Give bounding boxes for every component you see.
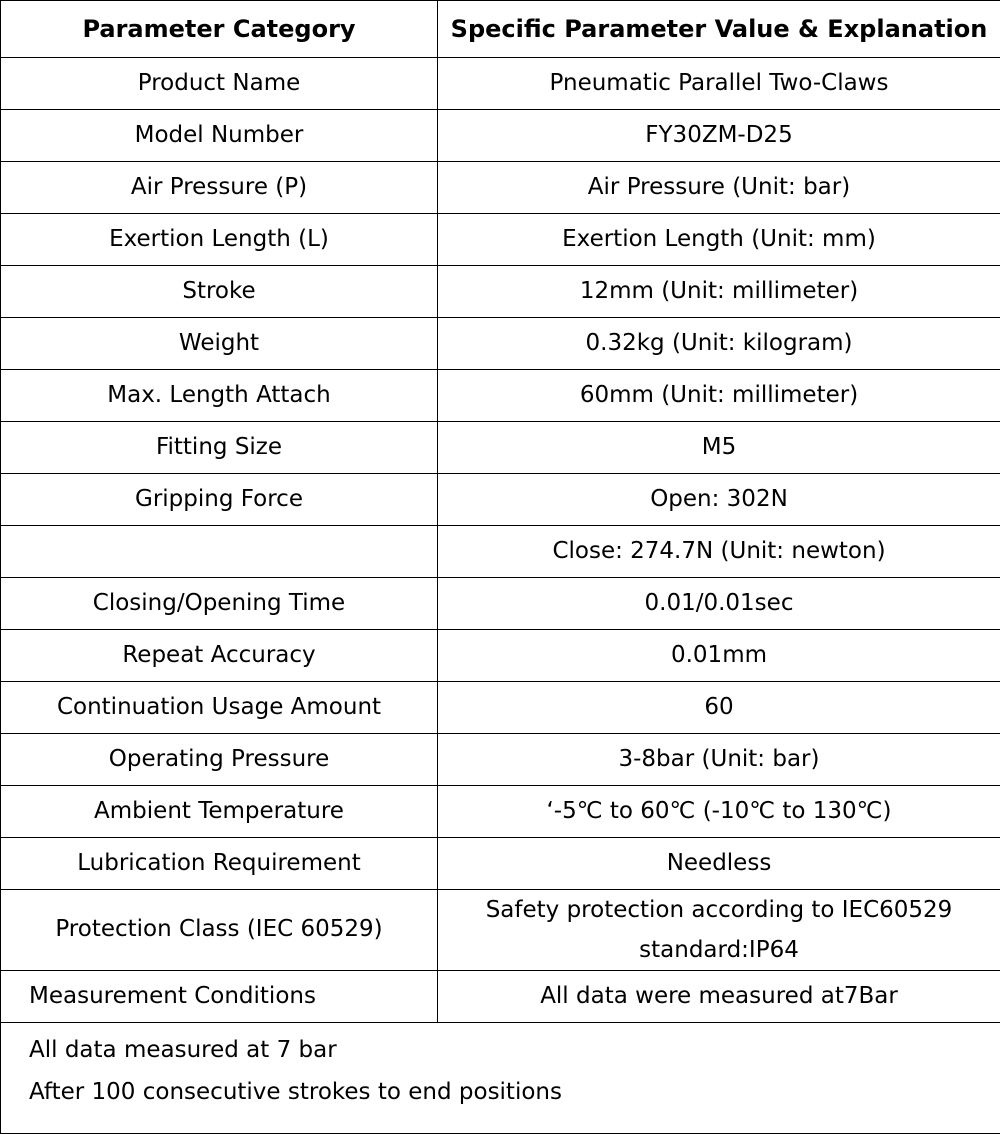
row-closing-opening-time-category: Closing/Opening Time bbox=[1, 578, 438, 630]
table-row bbox=[1, 734, 1000, 786]
row-model-number-value: FY30ZM-D25 bbox=[438, 110, 1000, 162]
row-stroke-value: 12mm (Unit: millimeter) bbox=[438, 266, 1000, 318]
table-row bbox=[1, 58, 1000, 110]
row-exertion-length-category: Exertion Length (L) bbox=[1, 214, 438, 266]
table-row bbox=[1, 214, 1000, 266]
row-protection-class-category: Protection Class (IEC 60529) bbox=[1, 890, 438, 971]
row-operating-pressure-value: 3-8bar (Unit: bar) bbox=[438, 734, 1000, 786]
row-stroke-category: Stroke bbox=[1, 266, 438, 318]
table-row bbox=[1, 682, 1000, 734]
table-row bbox=[1, 630, 1000, 682]
table-row bbox=[1, 578, 1000, 630]
table-header-row bbox=[1, 1, 1000, 58]
row-fitting-size-category: Fitting Size bbox=[1, 422, 438, 474]
row-max-length-attach-value: 60mm (Unit: millimeter) bbox=[438, 370, 1000, 422]
row-gripping-force-close-category bbox=[1, 526, 438, 578]
table-row bbox=[1, 971, 1000, 1023]
table-row bbox=[1, 890, 1000, 971]
table-row bbox=[1, 110, 1000, 162]
row-lubrication-value: Needless bbox=[438, 838, 1000, 890]
row-measurement-conditions-category: Measurement Conditions bbox=[1, 971, 438, 1023]
row-model-number-category: Model Number bbox=[1, 110, 438, 162]
row-product-name-category: Product Name bbox=[1, 58, 438, 110]
table-row bbox=[1, 786, 1000, 838]
row-max-length-attach-category: Max. Length Attach bbox=[1, 370, 438, 422]
row-measurement-conditions-value: All data were measured at7Bar bbox=[438, 971, 1000, 1023]
table-row bbox=[1, 526, 1000, 578]
row-gripping-force-open-value: Open: 302N bbox=[438, 474, 1000, 526]
table-row bbox=[1, 370, 1000, 422]
row-product-name-value: Pneumatic Parallel Two-Claws bbox=[438, 58, 1000, 110]
row-weight-value: 0.32kg (Unit: kilogram) bbox=[438, 318, 1000, 370]
row-ambient-temperature-category: Ambient Temperature bbox=[1, 786, 438, 838]
row-gripping-force-category: Gripping Force bbox=[1, 474, 438, 526]
row-lubrication-category: Lubrication Requirement bbox=[1, 838, 438, 890]
table-row bbox=[1, 318, 1000, 370]
row-closing-opening-time-value: 0.01/0.01sec bbox=[438, 578, 1000, 630]
row-exertion-length-value: Exertion Length (Unit: mm) bbox=[438, 214, 1000, 266]
table-row bbox=[1, 838, 1000, 890]
row-protection-class-value: Safety protection according to IEC60529 standard:IP64 bbox=[438, 890, 1000, 971]
row-repeat-accuracy-category: Repeat Accuracy bbox=[1, 630, 438, 682]
footnote-cell bbox=[1, 1023, 1000, 1134]
footnote-row bbox=[1, 1023, 1000, 1134]
header-parameter-value: Specific Parameter Value & Explanation bbox=[438, 1, 1000, 58]
row-continuation-usage-category: Continuation Usage Amount bbox=[1, 682, 438, 734]
footnote-measured-pressure: All data measured at 7 bar bbox=[29, 1029, 972, 1071]
row-weight-category: Weight bbox=[1, 318, 438, 370]
row-repeat-accuracy-value: 0.01mm bbox=[438, 630, 1000, 682]
header-parameter-category: Parameter Category bbox=[1, 1, 438, 58]
row-continuation-usage-value: 60 bbox=[438, 682, 1000, 734]
table-row bbox=[1, 422, 1000, 474]
table-row bbox=[1, 474, 1000, 526]
table-row bbox=[1, 162, 1000, 214]
row-ambient-temperature-value: ‘-5℃ to 60℃ (-10℃ to 130℃) bbox=[438, 786, 1000, 838]
row-operating-pressure-category: Operating Pressure bbox=[1, 734, 438, 786]
row-air-pressure-value: Air Pressure (Unit: bar) bbox=[438, 162, 1000, 214]
row-air-pressure-category: Air Pressure (P) bbox=[1, 162, 438, 214]
table-row bbox=[1, 266, 1000, 318]
row-gripping-force-close-value: Close: 274.7N (Unit: newton) bbox=[438, 526, 1000, 578]
row-fitting-size-value: M5 bbox=[438, 422, 1000, 474]
footnote-consecutive-strokes: After 100 consecutive strokes to end positions bbox=[29, 1071, 972, 1113]
